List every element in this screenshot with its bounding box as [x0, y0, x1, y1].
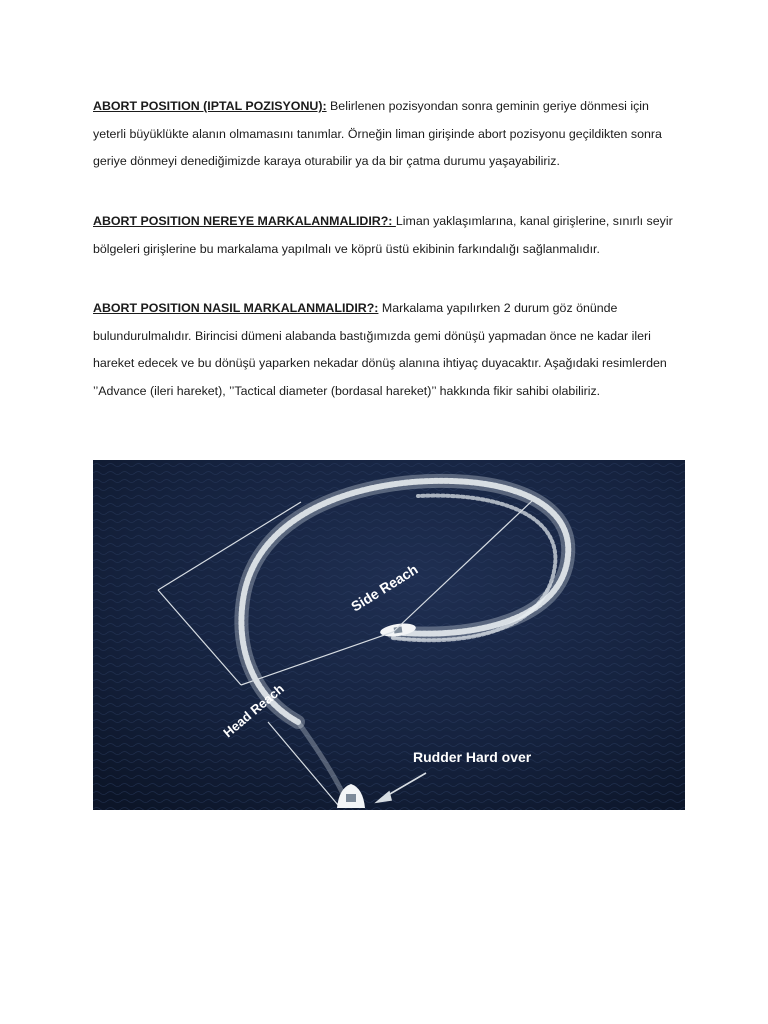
- paragraph-body: Markalama yapılırken 2 durum göz önünde bulundurulmalıdır. Birincisi dümeni alabanda bastığımızda gemi dönüşü yapmadan önce ne kadar ileri hareket edecek ve bu dönüşü yaparken nekadar dönüş alanına ihtiyaç duyacaktır. Aşağıdaki resimlerden ’’Advance (ileri hareket), ’’Tactical diameter (bordasal hareket)’’ hakkında fikir sahibi olabiliriz.: [93, 301, 667, 398]
- paragraph-heading: ABORT POSITION NASIL MARKALANMALIDIR?:: [93, 301, 379, 315]
- rudder-label: Rudder Hard over: [413, 749, 532, 765]
- paragraph-how-to-mark: [93, 295, 683, 405]
- paragraph-heading: ABORT POSITION NEREYE MARKALANMALIDIR?:: [93, 214, 396, 228]
- paragraph-body: Belirlenen pozisyondan sonra geminin geriye dönmesi için yeterli büyüklükte alanın olmamasını tanımlar. Örneğin liman girişinde abort pozisyonu geçildikten sonra geriye dönmeyi denediğimizde karaya oturabilir ya da bir çatma durumu yaşayabiliriz.: [93, 99, 662, 169]
- paragraph-abort-position: [93, 93, 683, 176]
- paragraph-where-to-mark: [93, 208, 683, 263]
- head-reach-label: Head Reach: [220, 680, 287, 741]
- side-reach-label: Side Reach: [348, 560, 421, 615]
- paragraph-body: Liman yaklaşımlarına, kanal girişlerine, sınırlı seyir bölgeleri girişlerine bu markalama yapılmalı ve köprü üstü ekibinin farkındalığı sağlanmalıdır.: [93, 214, 673, 256]
- boat-turning-photo: [93, 460, 685, 810]
- paragraph-heading: ABORT POSITION (IPTAL POZISYONU):: [93, 99, 327, 113]
